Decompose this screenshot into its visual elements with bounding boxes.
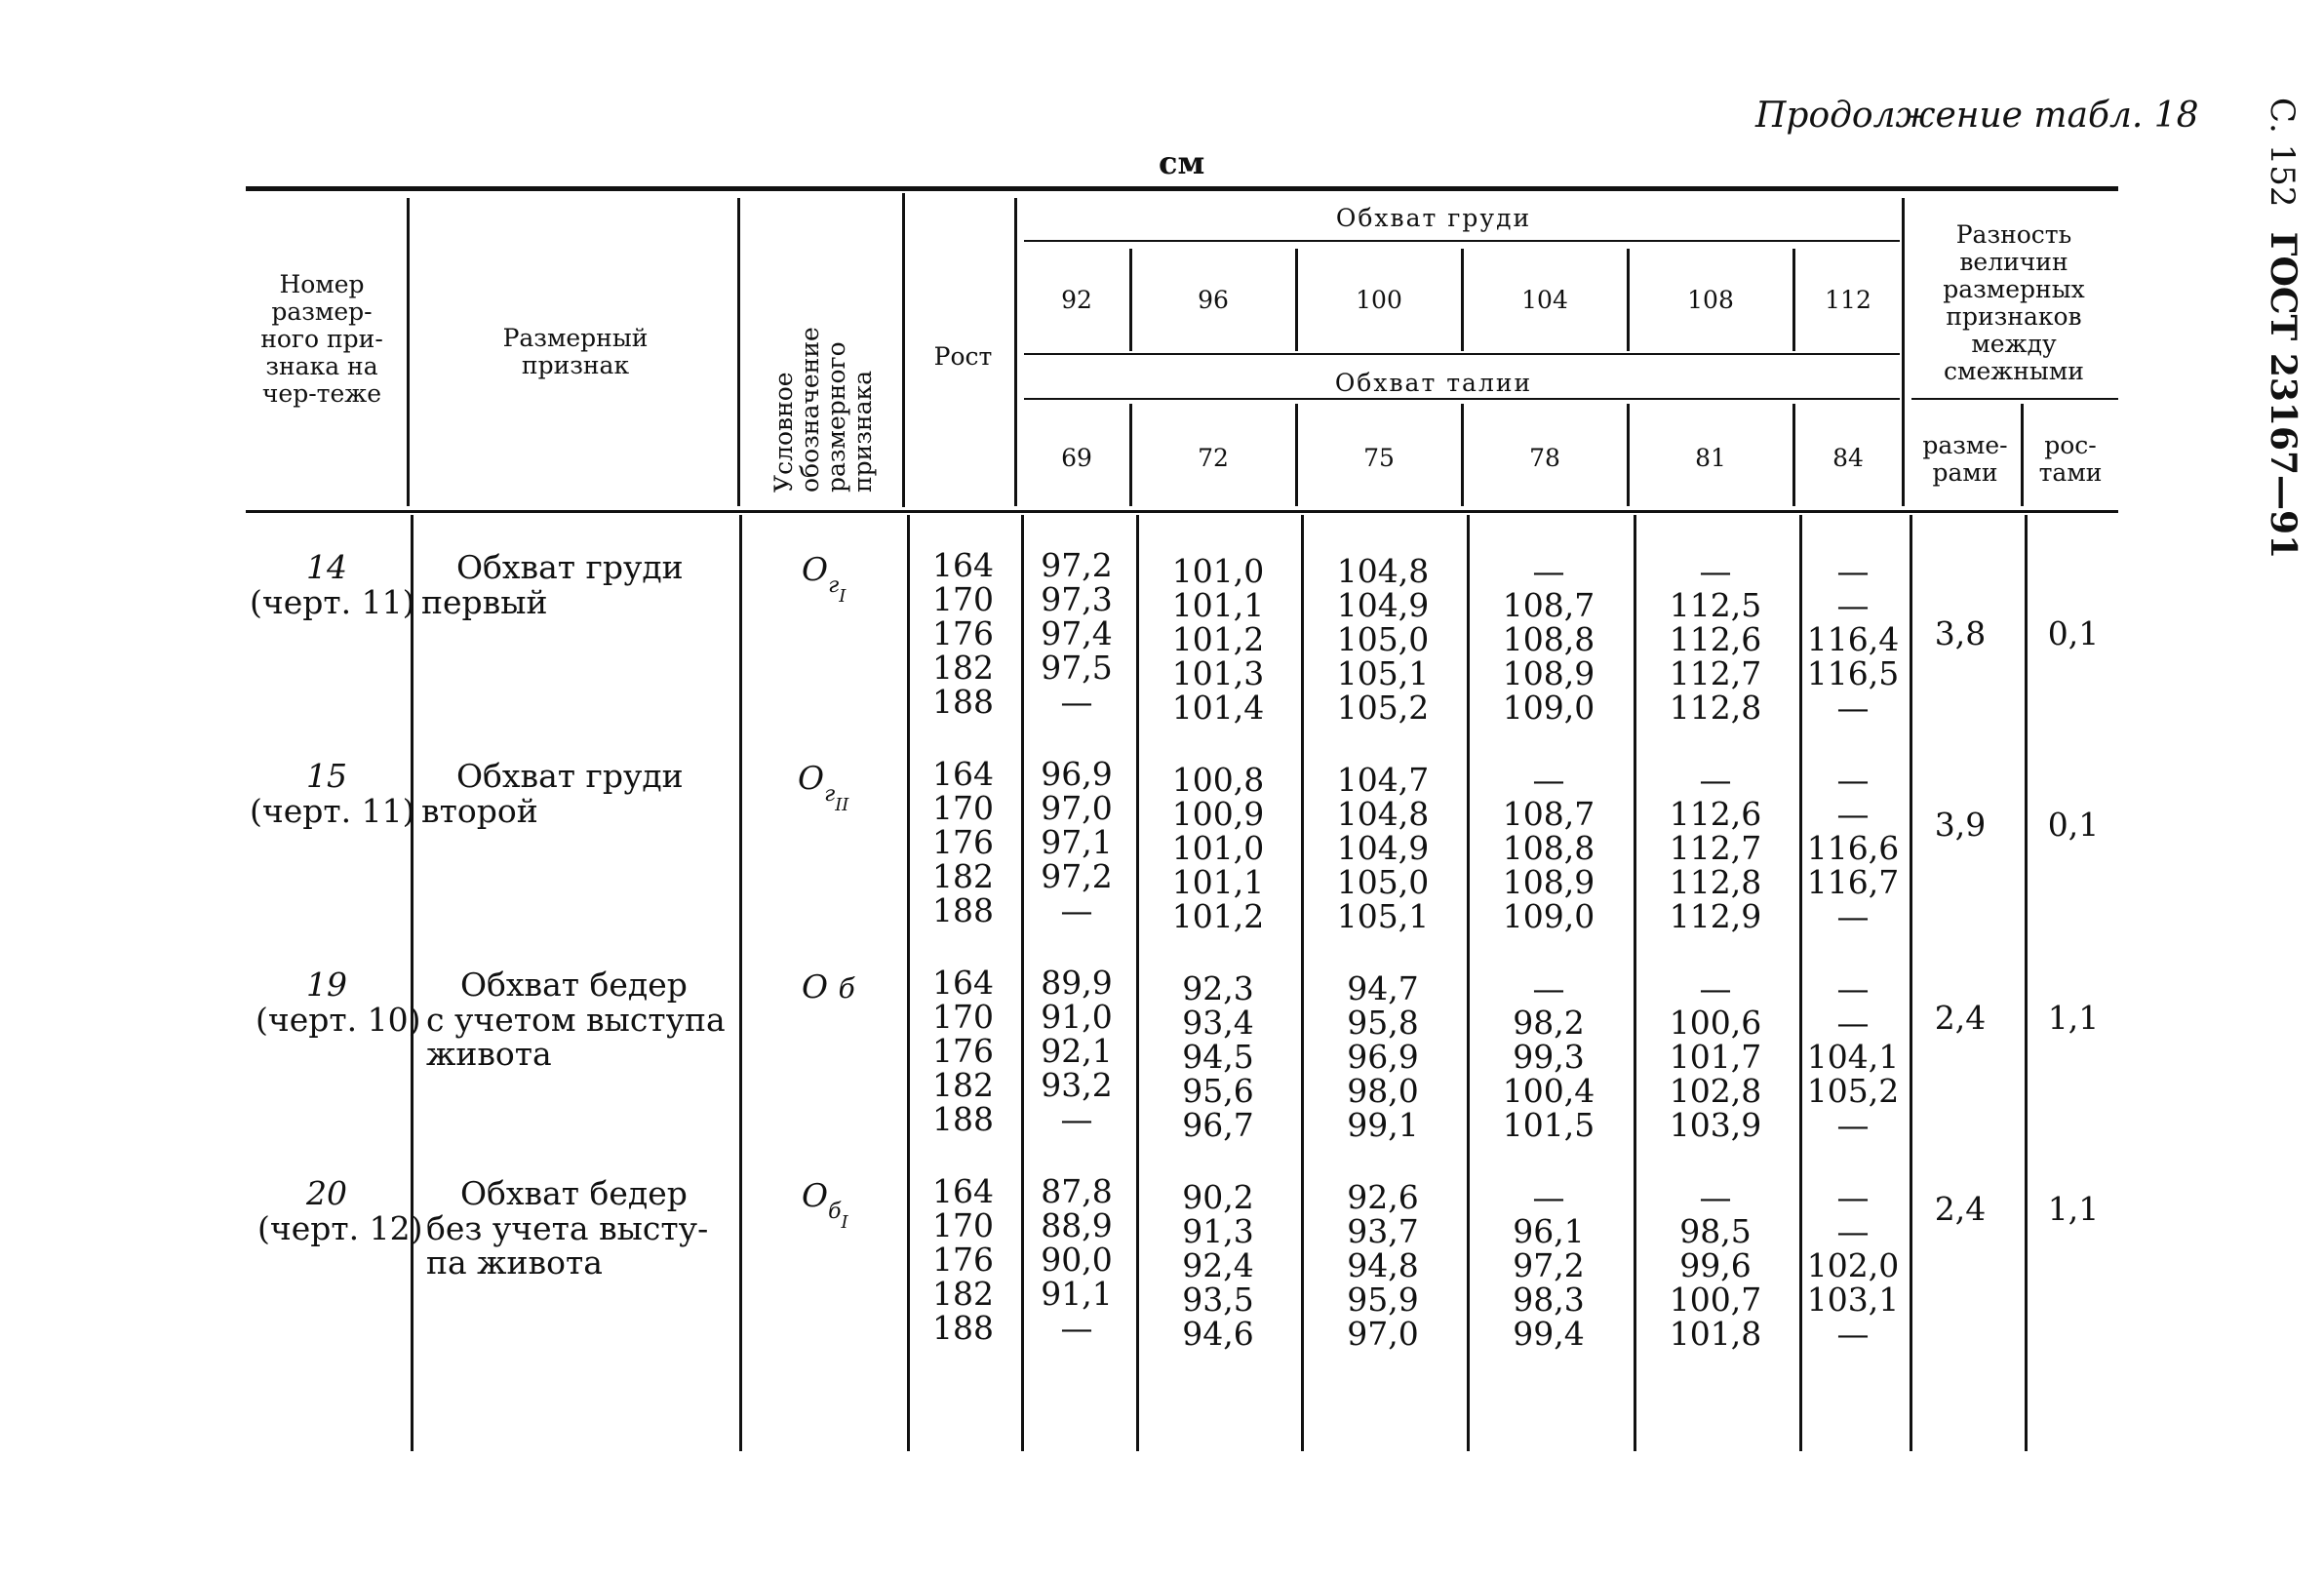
- col-divider-1b: [411, 515, 414, 1451]
- row-feature-rest: первый: [421, 583, 548, 621]
- header-number: Номер размер-ного при-знака на чер-теже: [260, 270, 383, 408]
- row-diff-size: 2,4: [1934, 1190, 1987, 1228]
- row-number: 19: [306, 966, 347, 1004]
- header-diff-sizes: разме-рами: [1922, 431, 2008, 487]
- row-c104: — 108,7 108,8 108,9 109,0: [1502, 761, 1595, 935]
- row-c96: 101,0 101,1 101,2 101,3 101,4: [1171, 552, 1265, 727]
- row-c100: 92,6 93,7 94,8 95,9 97,0: [1347, 1178, 1419, 1353]
- row-symbol: О б: [802, 967, 855, 1005]
- row-ref: (черт. 11): [250, 583, 415, 621]
- row-c112: — — 116,4 116,5 —: [1806, 552, 1900, 727]
- header-diff: Разность величин размерных признаков между смежными: [1943, 220, 2085, 385]
- header-symbol-text: Условное обозначение размерного признака: [769, 327, 877, 493]
- chest-value-112: 112: [1825, 286, 1871, 314]
- row-c108: — 100,6 101,7 102,8 103,9: [1669, 969, 1762, 1144]
- unit-label: см: [1159, 144, 1205, 181]
- table-top-rule: [246, 186, 2118, 191]
- row-feature: Обхват груди: [456, 757, 684, 795]
- row-diff-height: 0,1: [2047, 614, 2100, 652]
- row-heights: 164 170 176 182 188: [932, 964, 994, 1138]
- header-feature: Размерный признак: [502, 324, 649, 379]
- margin-header: [2263, 98, 2304, 559]
- row-c112: — — 116,6 116,7 —: [1806, 761, 1900, 935]
- waist-value-78: 78: [1529, 444, 1560, 472]
- chest-value-92: 92: [1061, 286, 1092, 314]
- col-divider-3b: [907, 515, 910, 1451]
- waist-value-72: 72: [1198, 444, 1229, 472]
- header-chest: Обхват груди: [1335, 204, 1532, 232]
- row-diff-height: 1,1: [2047, 999, 2100, 1037]
- header-bottom-rule: [246, 510, 2118, 513]
- row-c92: 96,9 97,0 97,1 97,2 —: [1041, 755, 1113, 929]
- waist-group-rule-top: [1024, 353, 1900, 355]
- chest-group-rule: [1024, 240, 1900, 242]
- col-divider-2b: [739, 515, 742, 1451]
- waist-group-rule: [1024, 398, 1900, 400]
- col-divider-1: [407, 198, 410, 506]
- row-heights: 164 170 176 182 188: [932, 755, 994, 929]
- diff-group-rule: [1911, 398, 2118, 400]
- row-c112: — — 102,0 103,1 —: [1806, 1178, 1900, 1353]
- chest-value-104: 104: [1521, 286, 1568, 314]
- row-c92: 87,8 88,9 90,0 91,1 —: [1041, 1172, 1113, 1347]
- row-c96: 92,3 93,4 94,5 95,6 96,7: [1182, 969, 1254, 1144]
- chest-value-96: 96: [1198, 286, 1229, 314]
- col-divider-11b: [2025, 515, 2028, 1451]
- row-number: 20: [306, 1174, 347, 1212]
- row-feature: Обхват бедер: [460, 966, 688, 1004]
- waist-value-81: 81: [1695, 444, 1726, 472]
- row-c104: — 108,7 108,8 108,9 109,0: [1502, 552, 1595, 727]
- row-c96: 90,2 91,3 92,4 93,5 94,6: [1182, 1178, 1254, 1353]
- row-ref: (черт. 12): [257, 1209, 423, 1247]
- waist-value-84: 84: [1832, 444, 1864, 472]
- row-c100: 104,8 104,9 105,0 105,1 105,2: [1336, 552, 1430, 727]
- row-diff-height: 1,1: [2047, 1190, 2100, 1228]
- row-feature: Обхват груди: [456, 548, 684, 586]
- header-waist: Обхват талии: [1334, 369, 1533, 397]
- row-feature-rest: без учета высту- па живота: [426, 1209, 709, 1281]
- chest-value-100: 100: [1356, 286, 1402, 314]
- standard-number: ГОСТ 23167—91: [2263, 231, 2304, 560]
- row-diff-size: 2,4: [1934, 999, 1987, 1037]
- header-height: Рост: [933, 342, 993, 371]
- table-caption: Продолжение табл. 18: [1755, 96, 2199, 136]
- row-symbol: $О_{гI}$: [802, 550, 847, 607]
- row-feature-rest: с учетом выступа живота: [426, 1001, 726, 1073]
- row-c96: 100,8 100,9 101,0 101,1 101,2: [1171, 761, 1265, 935]
- row-ref: (черт. 11): [250, 792, 415, 830]
- col-divider-2: [737, 198, 740, 506]
- chest-value-108: 108: [1687, 286, 1734, 314]
- col-divider-10b: [1910, 515, 1912, 1451]
- row-number: 15: [306, 757, 347, 795]
- row-number: 14: [306, 548, 347, 586]
- row-heights: 164 170 176 182 188: [932, 1172, 994, 1347]
- col-divider-10: [1902, 198, 1905, 506]
- row-c108: — 112,5 112,6 112,7 112,8: [1669, 552, 1762, 727]
- row-c104: — 98,2 99,3 100,4 101,5: [1502, 969, 1595, 1144]
- col-divider-11: [2021, 404, 2024, 506]
- row-c92: 97,2 97,3 97,4 97,5 —: [1041, 546, 1113, 721]
- row-symbol: $О_{бI}$: [802, 1176, 848, 1233]
- row-diff-size: 3,9: [1934, 806, 1987, 844]
- row-ref: (черт. 10): [256, 1001, 421, 1039]
- row-c112: — — 104,1 105,2 —: [1806, 969, 1900, 1144]
- waist-value-69: 69: [1061, 444, 1092, 472]
- row-heights: 164 170 176 182 188: [932, 546, 994, 721]
- row-c108: — 112,6 112,7 112,8 112,9: [1669, 761, 1762, 935]
- row-symbol: $О_{гII}$: [798, 759, 849, 815]
- header-diff-heights: рос-тами: [2038, 431, 2103, 487]
- waist-value-75: 75: [1363, 444, 1395, 472]
- page-number: С. 152: [2263, 98, 2302, 208]
- row-c104: — 96,1 97,2 98,3 99,4: [1513, 1178, 1585, 1353]
- row-c100: 94,7 95,8 96,9 98,0 99,1: [1347, 969, 1419, 1144]
- row-feature: Обхват бедер: [460, 1174, 688, 1212]
- header-symbol: [770, 297, 876, 493]
- row-c92: 89,9 91,0 92,1 93,2 —: [1041, 964, 1113, 1138]
- row-diff-height: 0,1: [2047, 806, 2100, 844]
- row-c108: — 98,5 99,6 100,7 101,8: [1669, 1178, 1762, 1353]
- col-divider-3: [902, 193, 905, 507]
- row-c100: 104,7 104,8 104,9 105,0 105,1: [1336, 761, 1430, 935]
- row-diff-size: 3,8: [1934, 614, 1987, 652]
- row-feature-rest: второй: [421, 792, 538, 830]
